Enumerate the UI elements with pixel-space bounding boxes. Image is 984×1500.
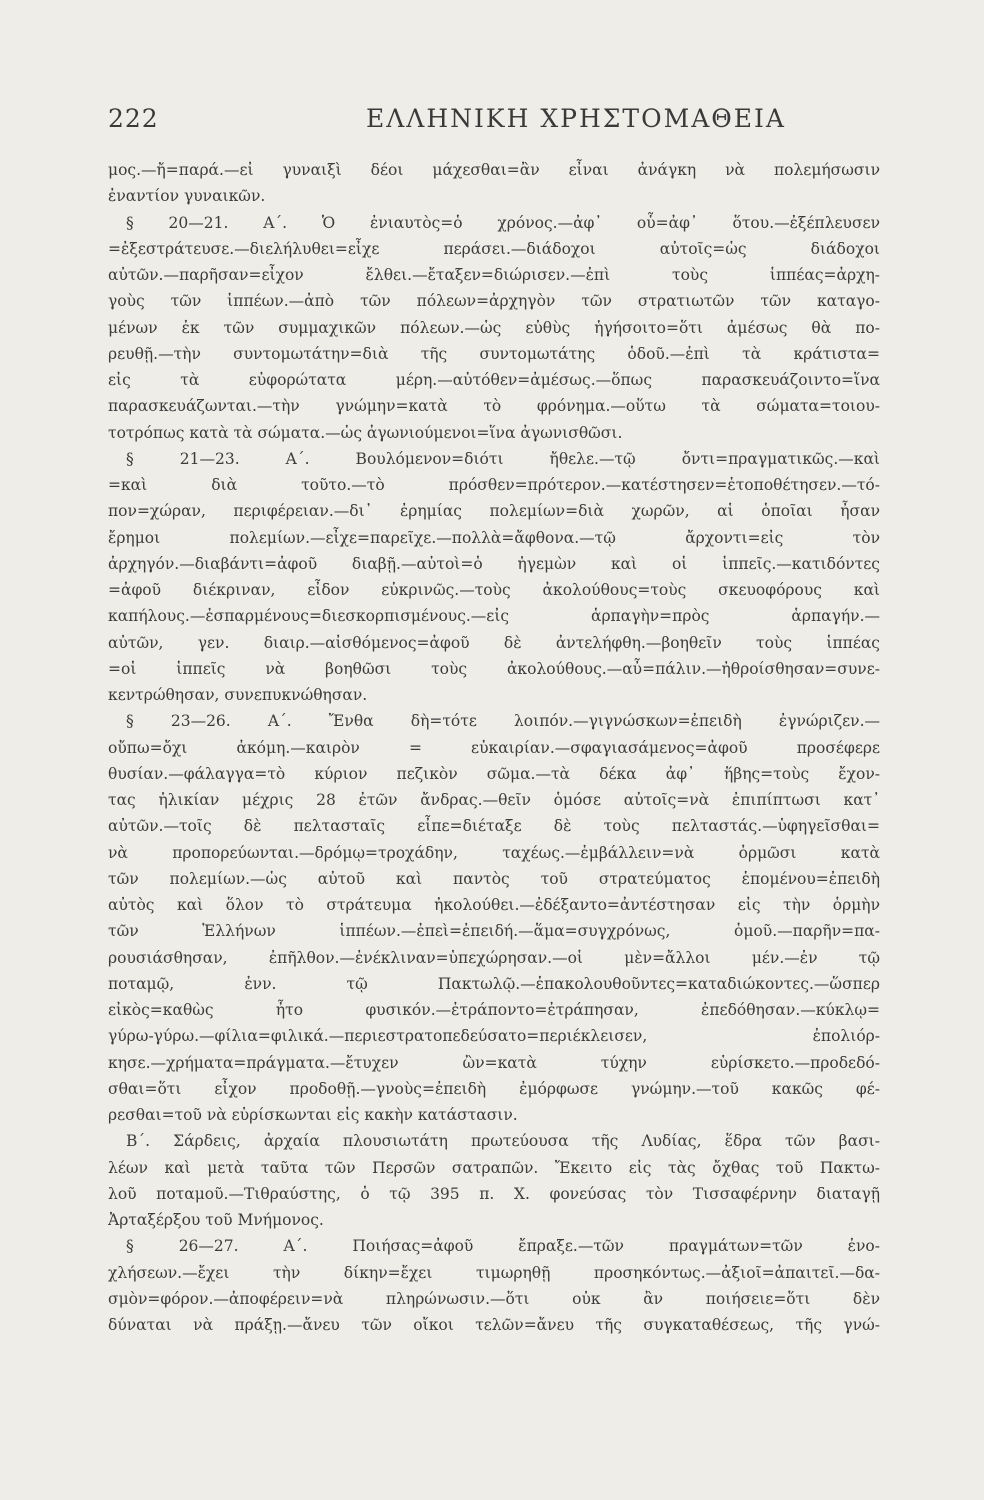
text-line: § 23—26. Α΄. Ἔνθα δὴ=τότε λοιπόν.—γιγνώσκων=ἐπειδὴ ἐγνώριζεν.—: [126, 712, 880, 731]
text-line: Β΄. Σάρδεις, ἀρχαία πλουσιωτάτη πρωτεύουσα τῆς Λυδίας, ἕδρα τῶν βασι-: [126, 1132, 880, 1151]
text-line: κεντρώθησαν, συνεπυκνώθησαν.: [108, 686, 368, 704]
text-line: θυσίαν.—φάλαγγα=τὸ κύριον πεζικὸν σῶμα.—τὰ δέκα ἀφ᾽ ἥβης=τοὺς ἔχον-: [108, 764, 880, 783]
text-line: λοῦ ποταμοῦ.—Τιθραύστης, ὁ τῷ 395 π. Χ. φονεύσας τὸν Τισσαφέρνην διαταγῇ: [108, 1184, 880, 1203]
text-line: σμὸν=φόρον.—ἀποφέρειν=νὰ πληρώνωσιν.—ὅτι οὐκ ἂν ποιήσειε=ὅτι δὲν: [108, 1289, 880, 1308]
text-line: ρευθῇ.—τὴν συντομωτάτην=διὰ τῆς συντομωτάτης ὁδοῦ.—ἐπὶ τὰ κράτιστα=: [108, 344, 880, 363]
text-line: δύναται νὰ πράξῃ.—ἄνευ τῶν οἴκοι τελῶν=ἄνευ τῆς συγκαταθέσεως, τῆς γνώ-: [108, 1316, 880, 1334]
text-line: τοτρόπως κατὰ τὰ σώματα.—ὡς ἀγωνιούμενοι=ἵνα ἀγωνισθῶσι.: [108, 423, 623, 442]
text-line: γύρω-γύρω.—φίλια=φιλικά.—περιεστρατοπεδεύσατο=περιέκλεισεν, ἐπολιόρ-: [108, 1027, 880, 1046]
text-line: ρουσιάσθησαν, ἐπῆλθον.—ἐνέκλιναν=ὑπεχώρησαν.—οἱ μὲν=ἄλλοι μέν.—ἐν τῷ: [108, 948, 880, 967]
text-line: εἰκὸς=καθὼς ἦτο φυσικόν.—ἐτράποντο=ἐτράπησαν, ἐπεδόθησαν.—κύκλῳ=: [108, 1001, 880, 1019]
text-line: λέων καὶ μετὰ ταῦτα τῶν Περσῶν σατραπῶν. Ἔκειτο εἰς τὰς ὄχθας τοῦ Πακτω-: [108, 1158, 880, 1177]
text-line: νὰ προπορεύωνται.—δρόμῳ=τροχάδην, ταχέως.—ἐμβάλλειν=νὰ ὁρμῶσι κατὰ: [108, 843, 880, 862]
text-line: καπήλους.—ἐσπαρμένους=διεσκορπισμένους.—εἰς ἁρπαγὴν=πρὸς ἁρπαγήν.—: [108, 607, 880, 626]
text-line: =καὶ διὰ τοῦτο.—τὸ πρόσθεν=πρότερον.—κατέστησεν=ἐτοποθέτησεν.—τό-: [108, 476, 880, 494]
text-line: αὐτὸς καὶ ὅλον τὸ στράτευμα ἠκολούθει.—ἐδέξαντο=ἀντέστησαν εἰς τὴν ὁρμὴν: [108, 896, 880, 914]
text-line: =οἱ ἱππεῖς νὰ βοηθῶσι τοὺς ἀκολούθους.—αὖ=πάλιν.—ἠθροίσθησαν=συνε-: [108, 659, 880, 678]
text-line: =ἀφοῦ διέκριναν, εἶδον εὐκρινῶς.—τοὺς ἀκολούθους=τοὺς σκευοφόρους καὶ: [108, 581, 880, 599]
text-line: μος.—ἤ=παρά.—εἰ γυναιξὶ δέοι μάχεσθαι=ἂν εἶναι ἀνάγκη νὰ πολεμήσωσιν: [108, 161, 880, 179]
text-line: οὔπω=ὄχι ἀκόμη.—καιρὸν = εὐκαιρίαν.—σφαγιασάμενος=ἀφοῦ προσέφερε: [108, 738, 880, 757]
text-line: αὐτῶν.—παρῆσαν=εἶχον ἔλθει.—ἔταξεν=διώρισεν.—ἐπὶ τοὺς ἱππέας=ἀρχη-: [108, 266, 880, 284]
text-line: σθαι=ὅτι εἶχον προδοθῇ.—γνοὺς=ἐπειδὴ ἐμόρφωσε γνώμην.—τοῦ κακῶς φέ-: [108, 1079, 880, 1098]
text-line: τῶν πολεμίων.—ὡς αὐτοῦ καὶ παντὸς τοῦ στρατεύματος ἑπομένου=ἐπειδὴ: [108, 869, 880, 888]
text-line: τῶν Ἑλλήνων ἱππέων.—ἐπεὶ=ἐπειδή.—ἅμα=συγχρόνως, ὁμοῦ.—παρῆν=πα-: [108, 922, 880, 941]
text-line: ποταμῷ, ἐνν. τῷ Πακτωλῷ.—ἐπακολουθοῦντες=καταδιώκοντες.—ὥσπερ: [108, 974, 880, 993]
text-line: χλήσεων.—ἔχει τὴν δίκην=ἔχει τιμωρηθῇ προσηκόντως.—ἀξιοῖ=ἀπαιτεῖ.—δα-: [108, 1263, 880, 1282]
text-line: § 21—23. Α΄. Βουλόμενον=διότι ἤθελε.—τῷ ὄντι=πραγματικῶς.—καὶ: [126, 449, 880, 468]
text-line: ἔρημοι πολεμίων.—εἶχε=παρεῖχε.—πολλὰ=ἄφθονα.—τῷ ἄρχοντι=εἰς τὸν: [108, 528, 880, 547]
text-line: κησε.—χρήματα=πράγματα.—ἔτυχεν ὢν=κατὰ τύχην εὑρίσκετο.—προδεδό-: [108, 1053, 880, 1072]
text-line: =ἐξεστράτευσε.—διελήλυθει=εἶχε περάσει.—διάδοχοι αὐτοῖς=ὡς διάδοχοι: [108, 239, 880, 258]
running-head: [108, 104, 878, 144]
text-line: αὐτῶν.—τοῖς δὲ πελτασταῖς εἶπε=διέταξε δὲ τοὺς πελταστάς.—ὑφηγεῖσθαι=: [108, 817, 880, 836]
text-line: ἐναντίον γυναικῶν.: [108, 187, 266, 206]
text-line: § 20—21. Α΄. Ὁ ἐνιαυτὸς=ὁ χρόνος.—ἀφ᾽ οὗ=ἀφ᾽ ὅτου.—ἐξέπλευσεν: [126, 213, 880, 232]
text-line: ἀρχηγόν.—διαβάντι=ἀφοῦ διαβῇ.—αὐτοὶ=ὁ ἡγεμὼν καὶ οἱ ἱππεῖς.—κατιδόντες: [108, 554, 880, 573]
commentary-text: [108, 157, 880, 1338]
text-line: εἰς τὰ εὐφορώτατα μέρη.—αὐτόθεν=ἀμέσως.—ὅπως παρασκευάζοιντο=ἵνα: [108, 371, 880, 389]
text-line: Ἀρταξέρξου τοῦ Μνήμονος.: [108, 1211, 324, 1229]
text-line: γοὺς τῶν ἱππέων.—ἀπὸ τῶν πόλεων=ἀρχηγὸν τῶν στρατιωτῶν τῶν καταγο-: [108, 292, 880, 311]
text-line: πον=χώραν, περιφέρειαν.—δι᾽ ἐρημίας πολεμίων=διὰ χωρῶν, αἱ ὁποῖαι ἦσαν: [108, 502, 880, 521]
text-line: παρασκευάζωνται.—τὴν γνώμην=κατὰ τὸ φρόνημα.—οὕτω τὰ σώματα=τοιου-: [108, 397, 880, 416]
book-title: ΕΛΛΗΝΙΚΗ ΧΡΗΣΤΟΜΑΘΕΙΑ: [366, 104, 786, 133]
text-line: αὐτῶν, γεν. διαιρ.—αἰσθόμενος=ἀφοῦ δὲ ἀντελήφθη.—βοηθεῖν τοὺς ἱππέας: [108, 633, 880, 652]
text-line: μένων ἐκ τῶν συμμαχικῶν πόλεων.—ὡς εὐθὺς ἡγήσοιτο=ὅτι ἀμέσως θὰ πο-: [108, 318, 880, 337]
text-line: τας ἡλικίαν μέχρις 28 ἐτῶν ἄνδρας.—θεῖν ὁμόσε αὐτοῖς=νὰ ἐπιπίπτωσι κατ᾽: [108, 791, 880, 809]
page-number: 222: [108, 104, 159, 133]
text-line: ρεσθαι=τοῦ νὰ εὑρίσκωνται εἰς κακὴν κατάστασιν.: [108, 1106, 518, 1124]
text-line: § 26—27. Α΄. Ποιήσας=ἀφοῦ ἔπραξε.—τῶν πραγμάτων=τῶν ἐνο-: [126, 1237, 880, 1256]
